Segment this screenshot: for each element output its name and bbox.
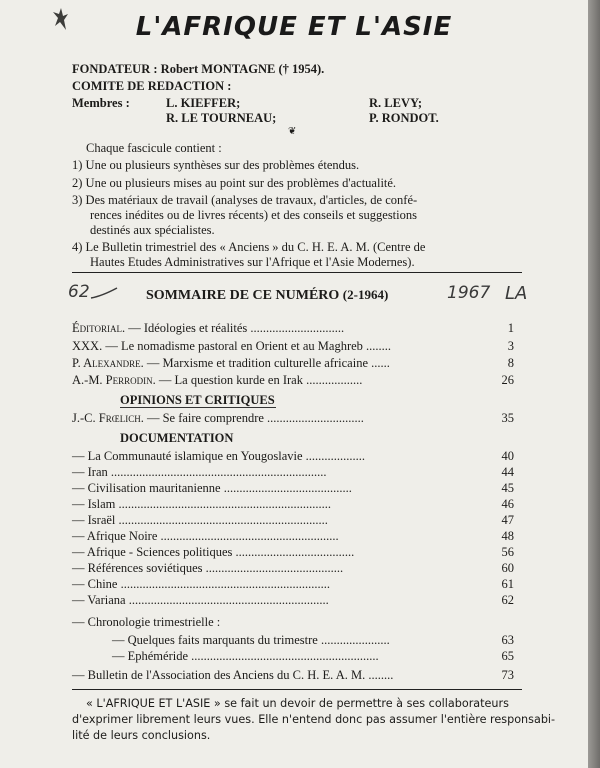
doc-page: 48 [501, 529, 514, 543]
footer-line-2: d'exprimer librement leurs vues. Elle n'entend donc pas assumer l'entière responsabi- [72, 713, 556, 726]
sommaire-label: SOMMAIRE DE CE NUMÉRO [146, 288, 340, 303]
handwritten-note-right: 1967 [447, 283, 491, 303]
founder-line [72, 62, 324, 77]
toc-page: 1 [507, 321, 514, 335]
doc-item [72, 577, 330, 592]
toc-entry [72, 356, 390, 371]
toc-entry [72, 411, 364, 426]
doc-page: 61 [501, 577, 514, 591]
doc-dots: ......................................... [220, 481, 352, 495]
doc-dots: .................................................................... [115, 497, 332, 511]
toc-title: — Marxisme et tradition culturelle africaine [143, 356, 368, 370]
doc-item [72, 449, 365, 464]
footer-line-3: lité de leurs conclusions. [72, 729, 211, 742]
toc-page: 8 [507, 356, 514, 370]
toc-dots: ...... [368, 356, 390, 370]
doc-label: — Afrique - Sciences politiques [72, 545, 233, 559]
doc-item [72, 529, 339, 544]
doc-label: — Israël [72, 513, 116, 527]
doc-item [72, 497, 331, 512]
ornament-icon: ❦ [288, 126, 297, 137]
doc-label: — Références soviétiques [72, 561, 203, 575]
doc-page: 44 [501, 465, 514, 479]
doc-page: 56 [501, 545, 514, 559]
doc-page: 46 [501, 497, 514, 511]
chrono-label: — Ephéméride [112, 649, 189, 663]
doc-page: 40 [501, 449, 514, 463]
bulletin-dots: ........ [365, 668, 394, 682]
bulletin-item [72, 668, 393, 683]
divider [72, 272, 522, 273]
handwritten-note-left: 62 [68, 282, 90, 302]
doc-page: 60 [501, 561, 514, 575]
toc-page: 3 [507, 339, 514, 353]
bulletin-label: — Bulletin de l'Association des Anciens du C. H. E. A. M. [72, 668, 366, 682]
toc-dots: .............................. [247, 321, 345, 335]
toc-entry [72, 373, 362, 388]
doc-page: 47 [501, 513, 514, 527]
founder-label: FONDATEUR [72, 62, 151, 76]
toc-author: J.-C. Frœlich. [72, 411, 144, 425]
doc-page: 45 [501, 481, 514, 495]
chrono-dots: ............................................................ [188, 649, 379, 663]
toc-page: 26 [501, 373, 514, 387]
doc-label: — Variana [72, 593, 126, 607]
chrono-item [112, 649, 379, 664]
doc-dots: ............................................ [202, 561, 344, 575]
doc-label: — Iran [72, 465, 108, 479]
opinions-underline [120, 407, 276, 408]
divider [72, 689, 522, 690]
founder-text: : Robert MONTAGNE († 1954). [153, 62, 325, 76]
intro-line-3b: rences inédites ou de livres récents) et des conseils et suggestions [90, 208, 417, 222]
doc-label: — Islam [72, 497, 116, 511]
doc-dots: ................................................................... [115, 513, 328, 527]
member-le-tourneau: R. LE TOURNEAU; [166, 111, 277, 125]
handwritten-stroke [90, 286, 118, 302]
toc-dots: .................. [302, 373, 363, 387]
chrono-item [112, 633, 390, 648]
chrono-page: 63 [501, 633, 514, 647]
toc-author: P. Alexandre. [72, 356, 144, 370]
intro-line-3c: destinés aux spécialistes. [90, 223, 215, 237]
documentation-heading: DOCUMENTATION [120, 431, 234, 445]
intro-line-3a: 3) Des matériaux de travail (analyses de travaux, d'articles, de confé- [72, 193, 418, 207]
doc-label: — Afrique Noire [72, 529, 158, 543]
toc-title: — Idéologies et réalités [125, 321, 248, 335]
doc-dots: ......................................................... [157, 529, 339, 543]
bulletin-page: 73 [501, 668, 514, 682]
doc-dots: ..................................................................... [107, 465, 327, 479]
intro-line-4a: 4) Le Bulletin trimestriel des « Anciens » du C. H. E. A. M. (Centre de [72, 240, 426, 254]
handwritten-note-far-right: LA [505, 283, 528, 304]
chrono-dots: ...................... [317, 633, 390, 647]
member-levy: R. LEVY; [369, 96, 423, 110]
doc-item [72, 561, 343, 576]
journal-title: L'AFRIQUE ET L'ASIE [135, 12, 453, 42]
doc-dots: ................................................................ [125, 593, 329, 607]
toc-title: — Le nomadisme pastoral en Orient et au Maghreb [102, 339, 363, 353]
page-edge [588, 0, 600, 768]
doc-label: — Chine [72, 577, 118, 591]
intro-line-2: 2) Une ou plusieurs mises au point sur des problèmes d'actualité. [72, 176, 397, 190]
intro-line-1: 1) Une ou plusieurs synthèses sur des problèmes étendus. [72, 158, 360, 172]
doc-item [72, 481, 352, 496]
intro-line-4b: Hautes Etudes Administratives sur l'Afrique et l'Asie Modernes). [90, 255, 415, 269]
doc-item [72, 593, 329, 608]
toc-entry [72, 339, 391, 354]
doc-label: — Civilisation mauritanienne [72, 481, 221, 495]
sommaire-title [146, 287, 388, 304]
toc-title: — Se faire comprendre [143, 411, 264, 425]
footer-line-1: « L'AFRIQUE ET L'ASIE » se fait un devoir de permettre à ses collaborateurs [86, 697, 509, 710]
doc-item [72, 545, 354, 560]
members-label: Membres : [72, 96, 130, 110]
toc-author: XXX. [72, 339, 103, 353]
doc-dots: ...................................... [232, 545, 355, 559]
doc-item [72, 513, 328, 528]
toc-entry [72, 321, 344, 336]
toc-author: A.-M. Perrodin. [72, 373, 156, 387]
toc-title: — La question kurde en Irak [155, 373, 303, 387]
opinions-heading: OPINIONS ET CRITIQUES [120, 393, 275, 407]
doc-page: 62 [501, 593, 514, 607]
sommaire-issue: (2-1964) [342, 287, 389, 302]
doc-dots: ................................................................... [117, 577, 330, 591]
toc-dots: ............................... [263, 411, 364, 425]
intro-heading: Chaque fascicule contient : [86, 141, 222, 155]
member-kieffer: L. KIEFFER; [166, 96, 241, 110]
chrono-label: — Quelques faits marquants du trimestre [112, 633, 318, 647]
toc-page: 35 [501, 411, 514, 425]
toc-dots: ........ [362, 339, 392, 353]
toc-author: Éditorial. [72, 321, 126, 335]
member-rondot: P. RONDOT. [369, 111, 439, 125]
doc-label: — La Communauté islamique en Yougoslavie [72, 449, 303, 463]
committee-heading: COMITE DE REDACTION : [72, 79, 232, 93]
doc-dots: ................... [302, 449, 366, 463]
chronologie-heading: — Chronologie trimestrielle : [72, 615, 221, 629]
doc-item [72, 465, 327, 480]
chrono-page: 65 [501, 649, 514, 663]
